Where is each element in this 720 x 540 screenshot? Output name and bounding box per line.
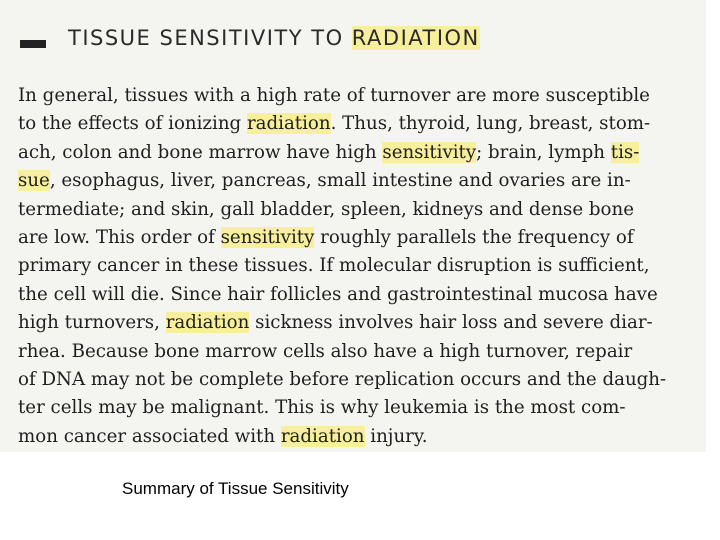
paragraph-line	[18, 394, 666, 422]
text-run: termediate; and skin, gall bladder, spleen, kidneys and dense bone	[18, 198, 634, 220]
highlighted-term: radiation	[165, 312, 250, 334]
paragraph-line	[18, 338, 666, 366]
text-run: ter cells may be malignant. This is why leukemia is the most com-	[18, 397, 626, 419]
text-run: primary cancer in these tissues. If molecular disruption is sufficient,	[18, 255, 650, 277]
highlighted-term: sue	[18, 170, 50, 192]
paragraph-line	[18, 281, 666, 309]
paragraph-line	[18, 309, 666, 337]
highlighted-term: sensitivity	[382, 141, 477, 163]
paragraph-line	[18, 366, 666, 394]
heading-marker-bar	[20, 40, 46, 48]
highlighted-term: sensitivity	[220, 226, 315, 248]
paragraph-line	[18, 196, 666, 224]
text-run: injury.	[364, 425, 428, 447]
text-run: ach, colon and bone marrow have high	[18, 141, 383, 163]
text-run: rhea. Because bone marrow cells also have a high turnover, repair	[18, 340, 633, 362]
heading-part-2: TO	[311, 26, 344, 50]
heading-part-3: RADIATION	[351, 26, 480, 50]
text-run: In general, tissues with a high rate of turnover are more susceptible	[18, 85, 650, 106]
highlighted-term: tis-	[610, 141, 640, 163]
highlighted-term: radiation	[280, 425, 365, 447]
paragraph-line	[18, 167, 666, 195]
text-run: high turnovers,	[18, 312, 166, 334]
paragraph-line	[18, 82, 666, 110]
body-paragraph	[18, 82, 666, 451]
text-run: mon cancer associated with	[18, 425, 281, 447]
text-run: the cell will die. Since hair follicles and gastrointestinal mucosa have	[18, 283, 658, 305]
slide-caption: Summary of Tissue Sensitivity	[122, 479, 349, 498]
text-run: to the effects of ionizing	[18, 113, 247, 135]
paragraph-line	[18, 252, 666, 280]
paragraph-line	[18, 139, 666, 167]
paragraph-line	[18, 423, 666, 451]
text-run: roughly parallels the frequency of	[314, 226, 634, 248]
text-run: sickness involves hair loss and severe diar-	[249, 312, 653, 334]
heading-part-1: TISSUE SENSITIVITY	[68, 26, 304, 50]
text-run: , esophagus, liver, pancreas, small intestine and ovaries are in-	[49, 170, 631, 192]
highlighted-term: radiation	[246, 113, 331, 135]
section-heading	[68, 26, 480, 50]
text-run: of DNA may not be complete before replication occurs and the daugh-	[18, 368, 667, 390]
text-run: are low. This order of	[18, 226, 221, 248]
text-run: ; brain, lymph	[476, 141, 611, 163]
paragraph-line	[18, 110, 666, 138]
paragraph-line	[18, 224, 666, 252]
text-run: . Thus, thyroid, lung, breast, stom-	[330, 113, 651, 135]
